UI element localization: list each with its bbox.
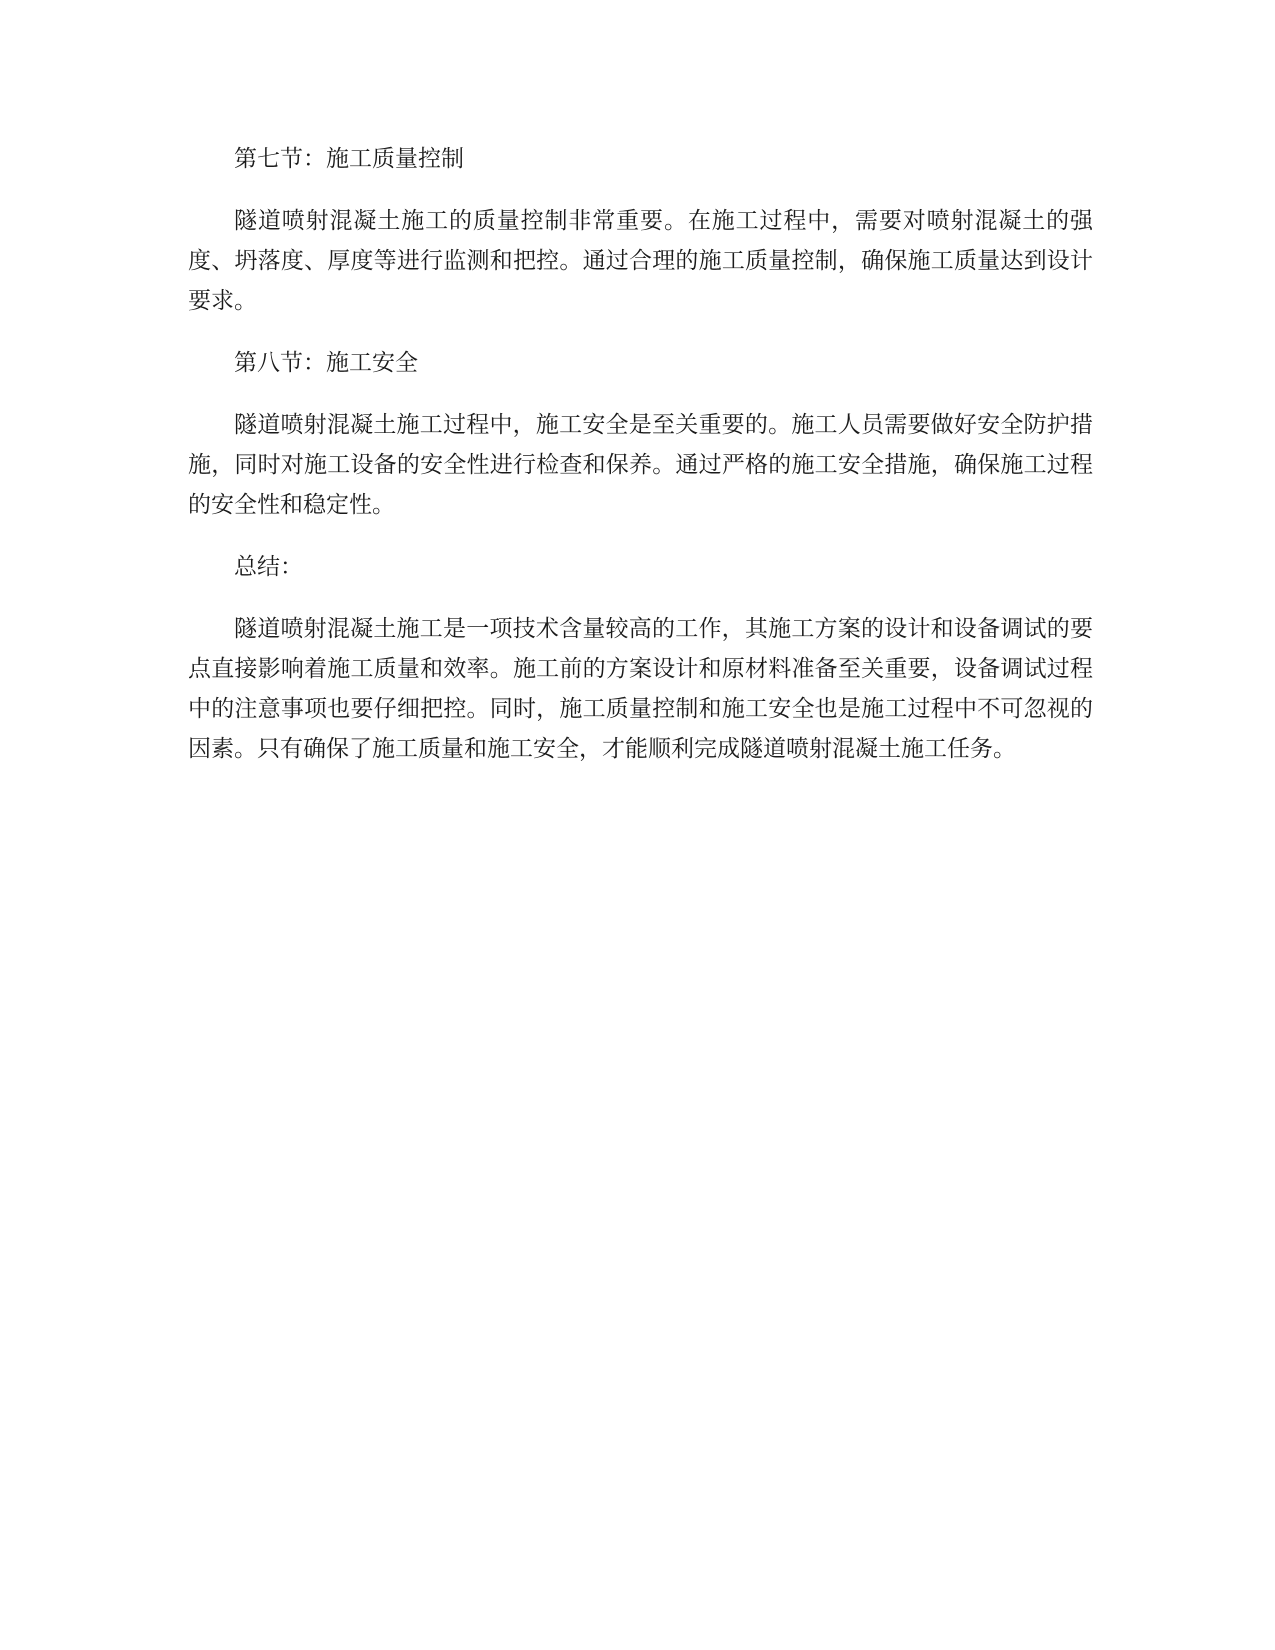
section-paragraph-7: 隧道喷射混凝土施工的质量控制非常重要。在施工过程中，需要对喷射混凝土的强度、坍落度、厚度等进行监测和把控。通过合理的施工质量控制，确保施工质量达到设计要求。 bbox=[188, 208, 1093, 314]
summary-heading: 总结： bbox=[234, 554, 303, 580]
section-heading-8: 第八节：施工安全 bbox=[234, 350, 418, 376]
document-body bbox=[188, 140, 1093, 792]
summary-paragraph: 隧道喷射混凝土施工是一项技术含量较高的工作，其施工方案的设计和设备调试的要点直接影响着施工质量和效率。施工前的方案设计和原材料准备至关重要，设备调试过程中的注意事项也要仔细把控。同时，施工质量控制和施工安全也是施工过程中不可忽视的因素。只有确保了施工质量和施工安全，才能顺利完成隧道喷射混凝土施工任务。 bbox=[188, 616, 1093, 762]
section-heading-7: 第七节：施工质量控制 bbox=[234, 146, 464, 172]
section-paragraph-8: 隧道喷射混凝土施工过程中，施工安全是至关重要的。施工人员需要做好安全防护措施，同时对施工设备的安全性进行检查和保养。通过严格的施工安全措施，确保施工过程的安全性和稳定性。 bbox=[188, 412, 1093, 518]
